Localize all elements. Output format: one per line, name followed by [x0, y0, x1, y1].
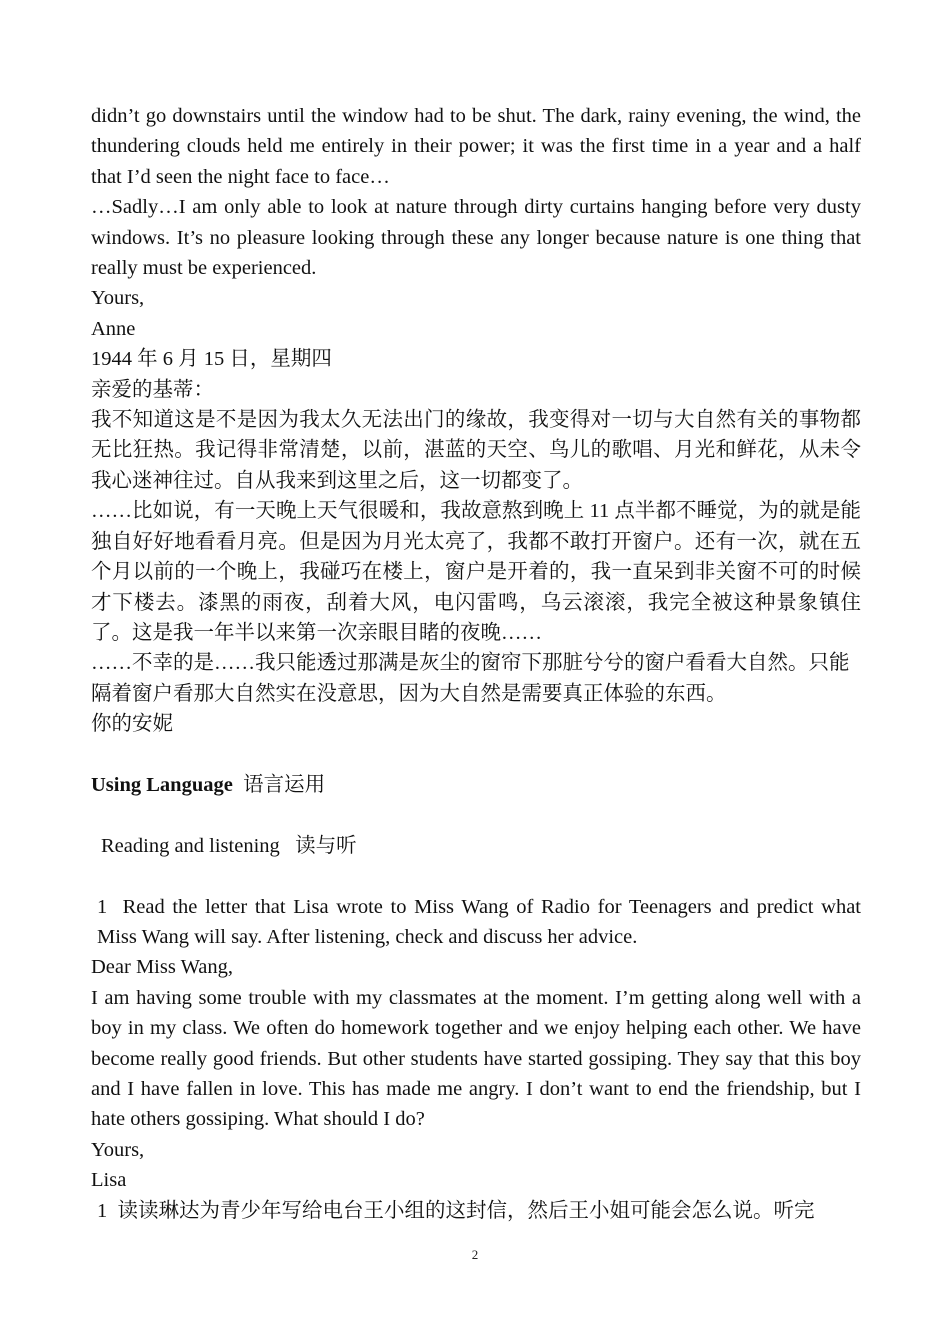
- lisa-letter-greeting: Dear Miss Wang,: [91, 956, 234, 979]
- chinese-letter-paragraph-3: ……不幸的是……我只能透过那满是灰尘的窗帘下那脏兮兮的窗户看看大自然。只能隔着窗户看那大自然实在没意思，因为大自然是需要真正体验的东西。: [91, 652, 850, 705]
- letter-closing: Yours,: [91, 287, 145, 310]
- letter-paragraph-sadly: …Sadly…I am only able to look at nature through dirty curtains hanging before very dusty windows. It’s no pleasure looking through these any longer because nature is one thing that really must be experienced.: [91, 196, 861, 280]
- chinese-letter-greeting: 亲爱的基蒂：: [91, 378, 214, 401]
- chinese-letter-date: 1944 年 6 月 15 日，星期四: [91, 348, 332, 371]
- lisa-letter-body: I am having some trouble with my classmates at the moment. I’m getting along well with a boy in my class. We often do homework together and we enjoy helping each other. We have become really good friends. But other students have started gossiping. They say that this boy and I have fallen in love. This has made me angry. I don’t want to end the friendship, but I hate others gossiping. What should I do?: [91, 986, 861, 1131]
- subsection-heading: [91, 831, 861, 861]
- page-number: 2: [471, 1247, 479, 1262]
- task-1-instruction: [91, 892, 861, 953]
- lisa-letter-signature: Lisa: [91, 1169, 127, 1192]
- section-heading: [91, 770, 861, 800]
- letter-paragraph-continued: didn’t go downstairs until the window had to be shut. The dark, rainy evening, the wind, the thundering clouds held me entirely in their power; it was the first time in a year and a half that I’d seen the night face to face…: [91, 105, 861, 188]
- task-1-chinese-instruction: [91, 1196, 861, 1226]
- subsection-heading-chinese: 读与听: [295, 834, 357, 857]
- task-1-text: Read the letter that Lisa wrote to Miss Wang of Radio for Teenagers and predict what Miss Wang will say. After listening, check and discuss her advice.: [97, 895, 861, 948]
- letter-signature: Anne: [91, 317, 136, 340]
- chinese-letter-signature: 你的安妮: [91, 713, 173, 736]
- section-heading-english: Using Language: [91, 773, 233, 796]
- lisa-letter-closing: Yours,: [91, 1138, 145, 1161]
- chinese-letter-paragraph-1: 我不知道这是不是因为我太久无法出门的缘故，我变得对一切与大自然有关的事物都无比狂热。我记得非常清楚，以前，湛蓝的天空、鸟儿的歌唱、月光和鲜花，从未令我心迷神往过。自从我来到这里之后，这一切都变了。: [91, 409, 861, 492]
- task-1-chinese-text: 读读琳达为青少年写给电台王小组的这封信，然后王小姐可能会怎么说。听完: [117, 1199, 815, 1222]
- task-number: 1: [97, 895, 108, 918]
- task-number-chinese: 1: [97, 1199, 108, 1222]
- subsection-heading-english: Reading and listening: [101, 834, 280, 857]
- section-heading-chinese: 语言运用: [243, 773, 326, 796]
- chinese-letter-paragraph-2: ……比如说，有一天晚上天气很暖和，我故意熬到晚上 11 点半都不睡觉，为的就是能独自好好地看看月亮。但是因为月光太亮了，我都不敢打开窗户。还有一次，就在五个月以前的一个晚上，我碰巧在楼上，窗户是开着的，我一直呆到非关窗不可的时候才下楼去。漆黑的雨夜，刮着大风，电闪雷鸣，乌云滚滚，我完全被这种景象镇住了。这是我一年半以来第一次亲眼目睹的夜晚……: [91, 500, 861, 644]
- document-page: [91, 101, 861, 1226]
